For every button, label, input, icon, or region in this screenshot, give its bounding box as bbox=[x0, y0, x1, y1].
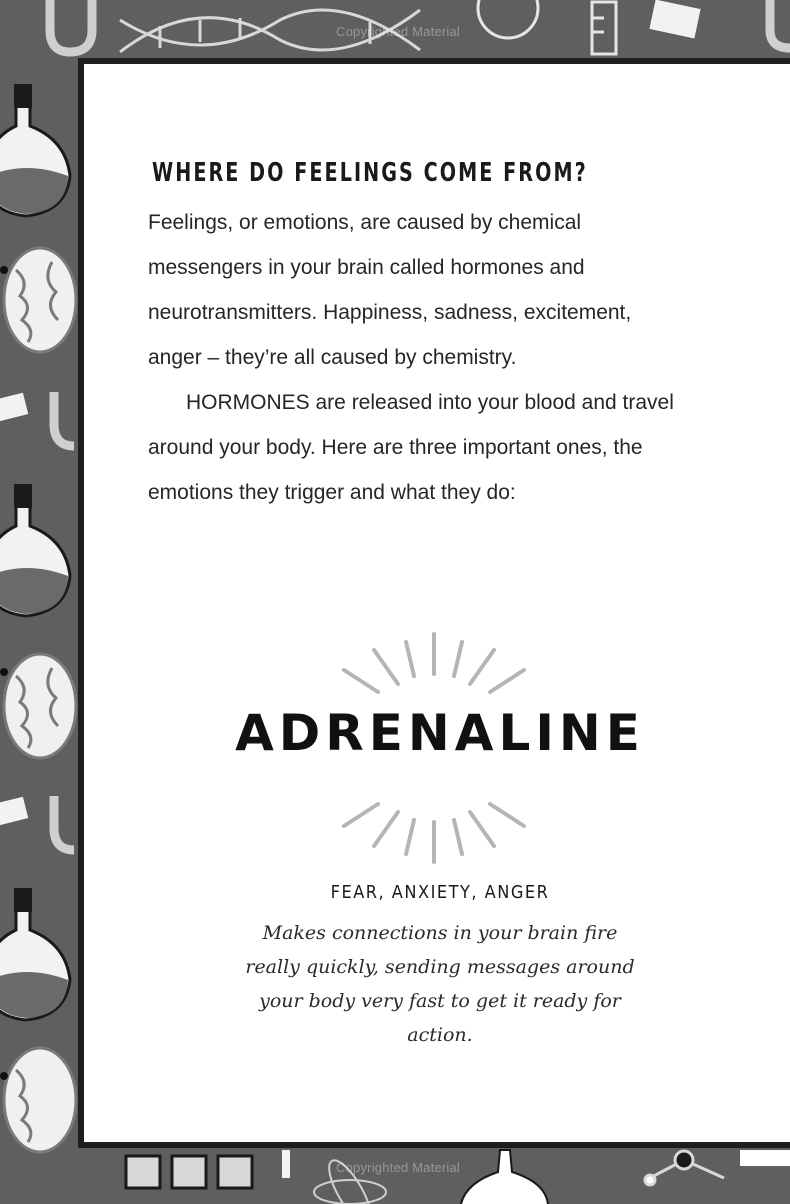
section-heading: WHERE DO FEELINGS COME FROM? bbox=[152, 158, 588, 188]
brain-icon bbox=[4, 248, 76, 352]
test-tube-icon bbox=[126, 1156, 252, 1188]
book-page bbox=[78, 58, 790, 1148]
paragraph: HORMONES are released into your blood and travel around your body. Here are three important ones, the emotions they trigger and what they do: bbox=[148, 391, 674, 504]
hormone-name: ADRENALINE bbox=[235, 704, 645, 762]
brain-icon bbox=[4, 654, 76, 758]
body-text bbox=[148, 200, 688, 515]
paragraph: Feelings, or emotions, are caused by chemical messengers in your brain called hormones and neurotransmitters. Happiness, sadness, excitement, anger – they’re all caused by chemistry. bbox=[148, 211, 632, 369]
copyright-watermark: Copyrighted Material bbox=[336, 24, 460, 39]
hormone-emotions: FEAR, ANXIETY, ANGER bbox=[330, 882, 550, 903]
copyright-watermark: Copyrighted Material bbox=[336, 1160, 460, 1175]
hormone-description: Makes connections in your brain fire really quickly, sending messages around your body very fast to get it ready for action. bbox=[245, 922, 635, 1046]
brain-icon bbox=[4, 1048, 76, 1152]
